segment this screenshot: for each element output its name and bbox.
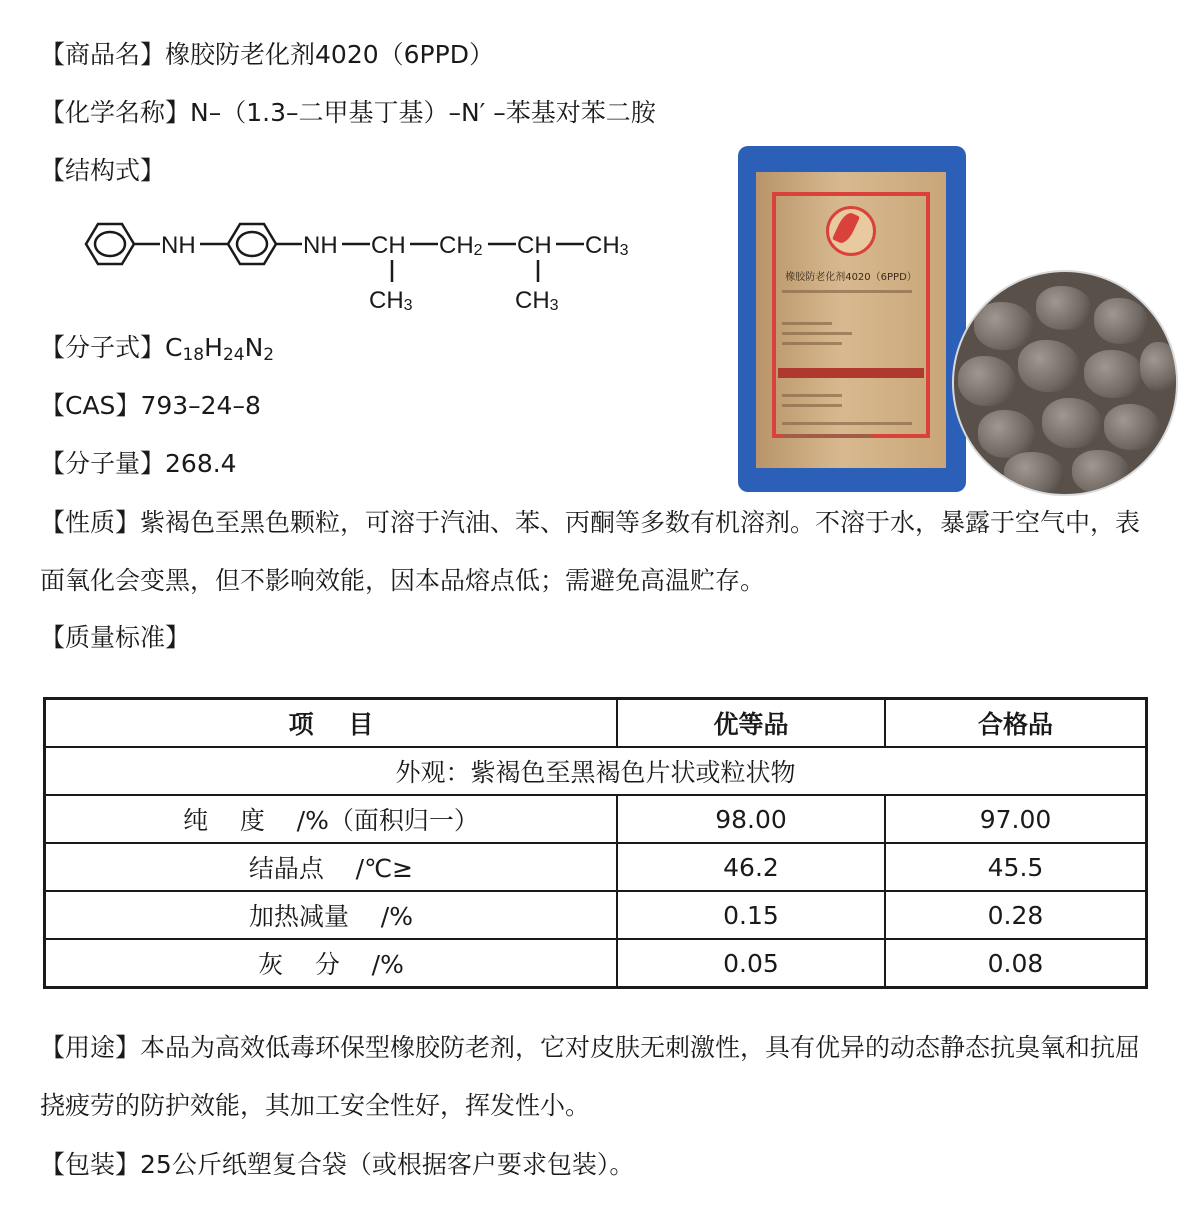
pellet — [1072, 450, 1130, 494]
structural-formula — [80, 212, 640, 322]
table-row-appearance — [45, 747, 1147, 795]
product-bag-photo — [738, 146, 966, 492]
table-row — [45, 795, 1147, 843]
pellet — [1104, 404, 1160, 450]
formula-h-count: 24 — [222, 345, 245, 365]
properties-paragraph — [40, 494, 1155, 610]
bag-text-line — [782, 332, 852, 335]
row-qualified: 97.00 — [885, 795, 1147, 843]
formula-n-count: 2 — [263, 345, 275, 365]
pellet — [1094, 298, 1148, 344]
formula-c: C — [165, 333, 183, 362]
usage-label: 【用途】 — [40, 1033, 141, 1062]
pellet — [1084, 350, 1144, 398]
header-premium: 优等品 — [617, 699, 885, 748]
formula-nh-1: NH — [161, 232, 196, 259]
product-name-line — [40, 40, 494, 70]
row-premium: 98.00 — [617, 795, 885, 843]
bag-text-line — [782, 434, 872, 437]
pellet — [978, 410, 1036, 458]
pellet — [1004, 452, 1064, 496]
pellet — [1042, 398, 1102, 448]
pellet — [1036, 286, 1092, 330]
molecular-weight-value: 268.4 — [165, 449, 237, 478]
packaging-line — [40, 1150, 634, 1180]
row-premium: 46.2 — [617, 843, 885, 891]
cas-line — [40, 391, 261, 421]
formula-n: N — [244, 333, 264, 362]
packaging-text: 25公斤纸塑复合袋（或根据客户要求包装）。 — [140, 1150, 635, 1179]
benzene-ring-1 — [86, 224, 134, 264]
formula-ch2: CH2 — [439, 232, 483, 259]
row-premium: 0.15 — [617, 891, 885, 939]
formula-ch3-below-a: CH3 — [369, 287, 413, 314]
formula-ch-b: CH — [517, 232, 552, 259]
row-qualified: 45.5 — [885, 843, 1147, 891]
usage-text: 本品为高效低毒环保型橡胶防老剂，它对皮肤无刺激性，具有优异的动态静态抗臭氧和抗屈挠疲劳的防护效能，其加工安全性好，挥发性小。 — [40, 1033, 1141, 1120]
benzene-ring-2 — [228, 224, 276, 264]
table-row — [45, 891, 1147, 939]
molecular-formula-line — [40, 333, 274, 370]
usage-paragraph — [40, 1019, 1155, 1135]
bag-text-line — [782, 394, 842, 397]
bag-text-line — [782, 422, 912, 425]
row-item: 结晶点 /℃≥ — [45, 843, 618, 891]
bag-text-line — [782, 290, 912, 293]
chemical-name-label: 【化学名称】 — [40, 98, 191, 127]
structure-label: 【结构式】 — [40, 156, 166, 185]
chemical-name-value: N–（1.3–二甲基丁基）–N′ –苯基对苯二胺 — [190, 98, 656, 127]
molecular-weight-line — [40, 449, 237, 479]
header-qualified: 合格品 — [885, 699, 1147, 748]
bag-product-name: 橡胶防老化剂4020（6PPD） — [785, 272, 917, 283]
benzene-ring-2-circle — [237, 232, 267, 256]
formula-ch3-end: CH3 — [585, 232, 629, 259]
row-item: 纯 度 /%（面积归一） — [45, 795, 618, 843]
product-name-value: 橡胶防老化剂4020（6PPD） — [165, 40, 494, 69]
properties-text: 紫褐色至黑色颗粒，可溶于汽油、苯、丙酮等多数有机溶剂。不溶于水，暴露于空气中，表面氧化会变黑，但不影响效能，因本品熔点低；需避免高温贮存。 — [40, 508, 1141, 595]
row-qualified: 0.08 — [885, 939, 1147, 988]
molecular-formula-label: 【分子式】 — [40, 333, 166, 362]
row-item: 加热减量 /% — [45, 891, 618, 939]
bag-text-line — [782, 342, 842, 345]
benzene-ring-1-circle — [95, 232, 125, 256]
formula-nh-2: NH — [303, 232, 338, 259]
molecular-weight-label: 【分子量】 — [40, 449, 166, 478]
formula-c-count: 18 — [182, 345, 205, 365]
header-item: 项 目 — [45, 699, 618, 748]
product-bag — [756, 172, 946, 468]
quality-spec-table — [43, 697, 1148, 989]
product-name-label: 【商品名】 — [40, 40, 166, 69]
pellet — [1018, 340, 1080, 392]
chemical-name-line — [40, 98, 656, 128]
formula-ch3-below-b: CH3 — [515, 287, 559, 314]
properties-label: 【性质】 — [40, 508, 141, 537]
row-qualified: 0.28 — [885, 891, 1147, 939]
bag-cert-band — [778, 368, 924, 378]
cas-value: 793–24–8 — [140, 391, 261, 420]
row-premium: 0.05 — [617, 939, 885, 988]
table-row — [45, 843, 1147, 891]
pellet — [1140, 342, 1178, 392]
table-header-row — [45, 699, 1147, 748]
formula-h: H — [204, 333, 223, 362]
row-item: 灰 分 /% — [45, 939, 618, 988]
cas-label: 【CAS】 — [40, 391, 141, 420]
table-row — [45, 939, 1147, 988]
pellet — [958, 356, 1016, 406]
formula-ch-a: CH — [371, 232, 406, 259]
packaging-label: 【包装】 — [40, 1150, 141, 1179]
bag-text-line — [782, 404, 842, 407]
appearance-cell: 外观：紫褐色至黑褐色片状或粒状物 — [45, 747, 1147, 795]
quality-standard-label: 【质量标准】 — [40, 623, 191, 652]
bag-text-line — [782, 322, 832, 325]
pellet — [974, 302, 1034, 350]
pellets-closeup-photo — [952, 270, 1178, 496]
